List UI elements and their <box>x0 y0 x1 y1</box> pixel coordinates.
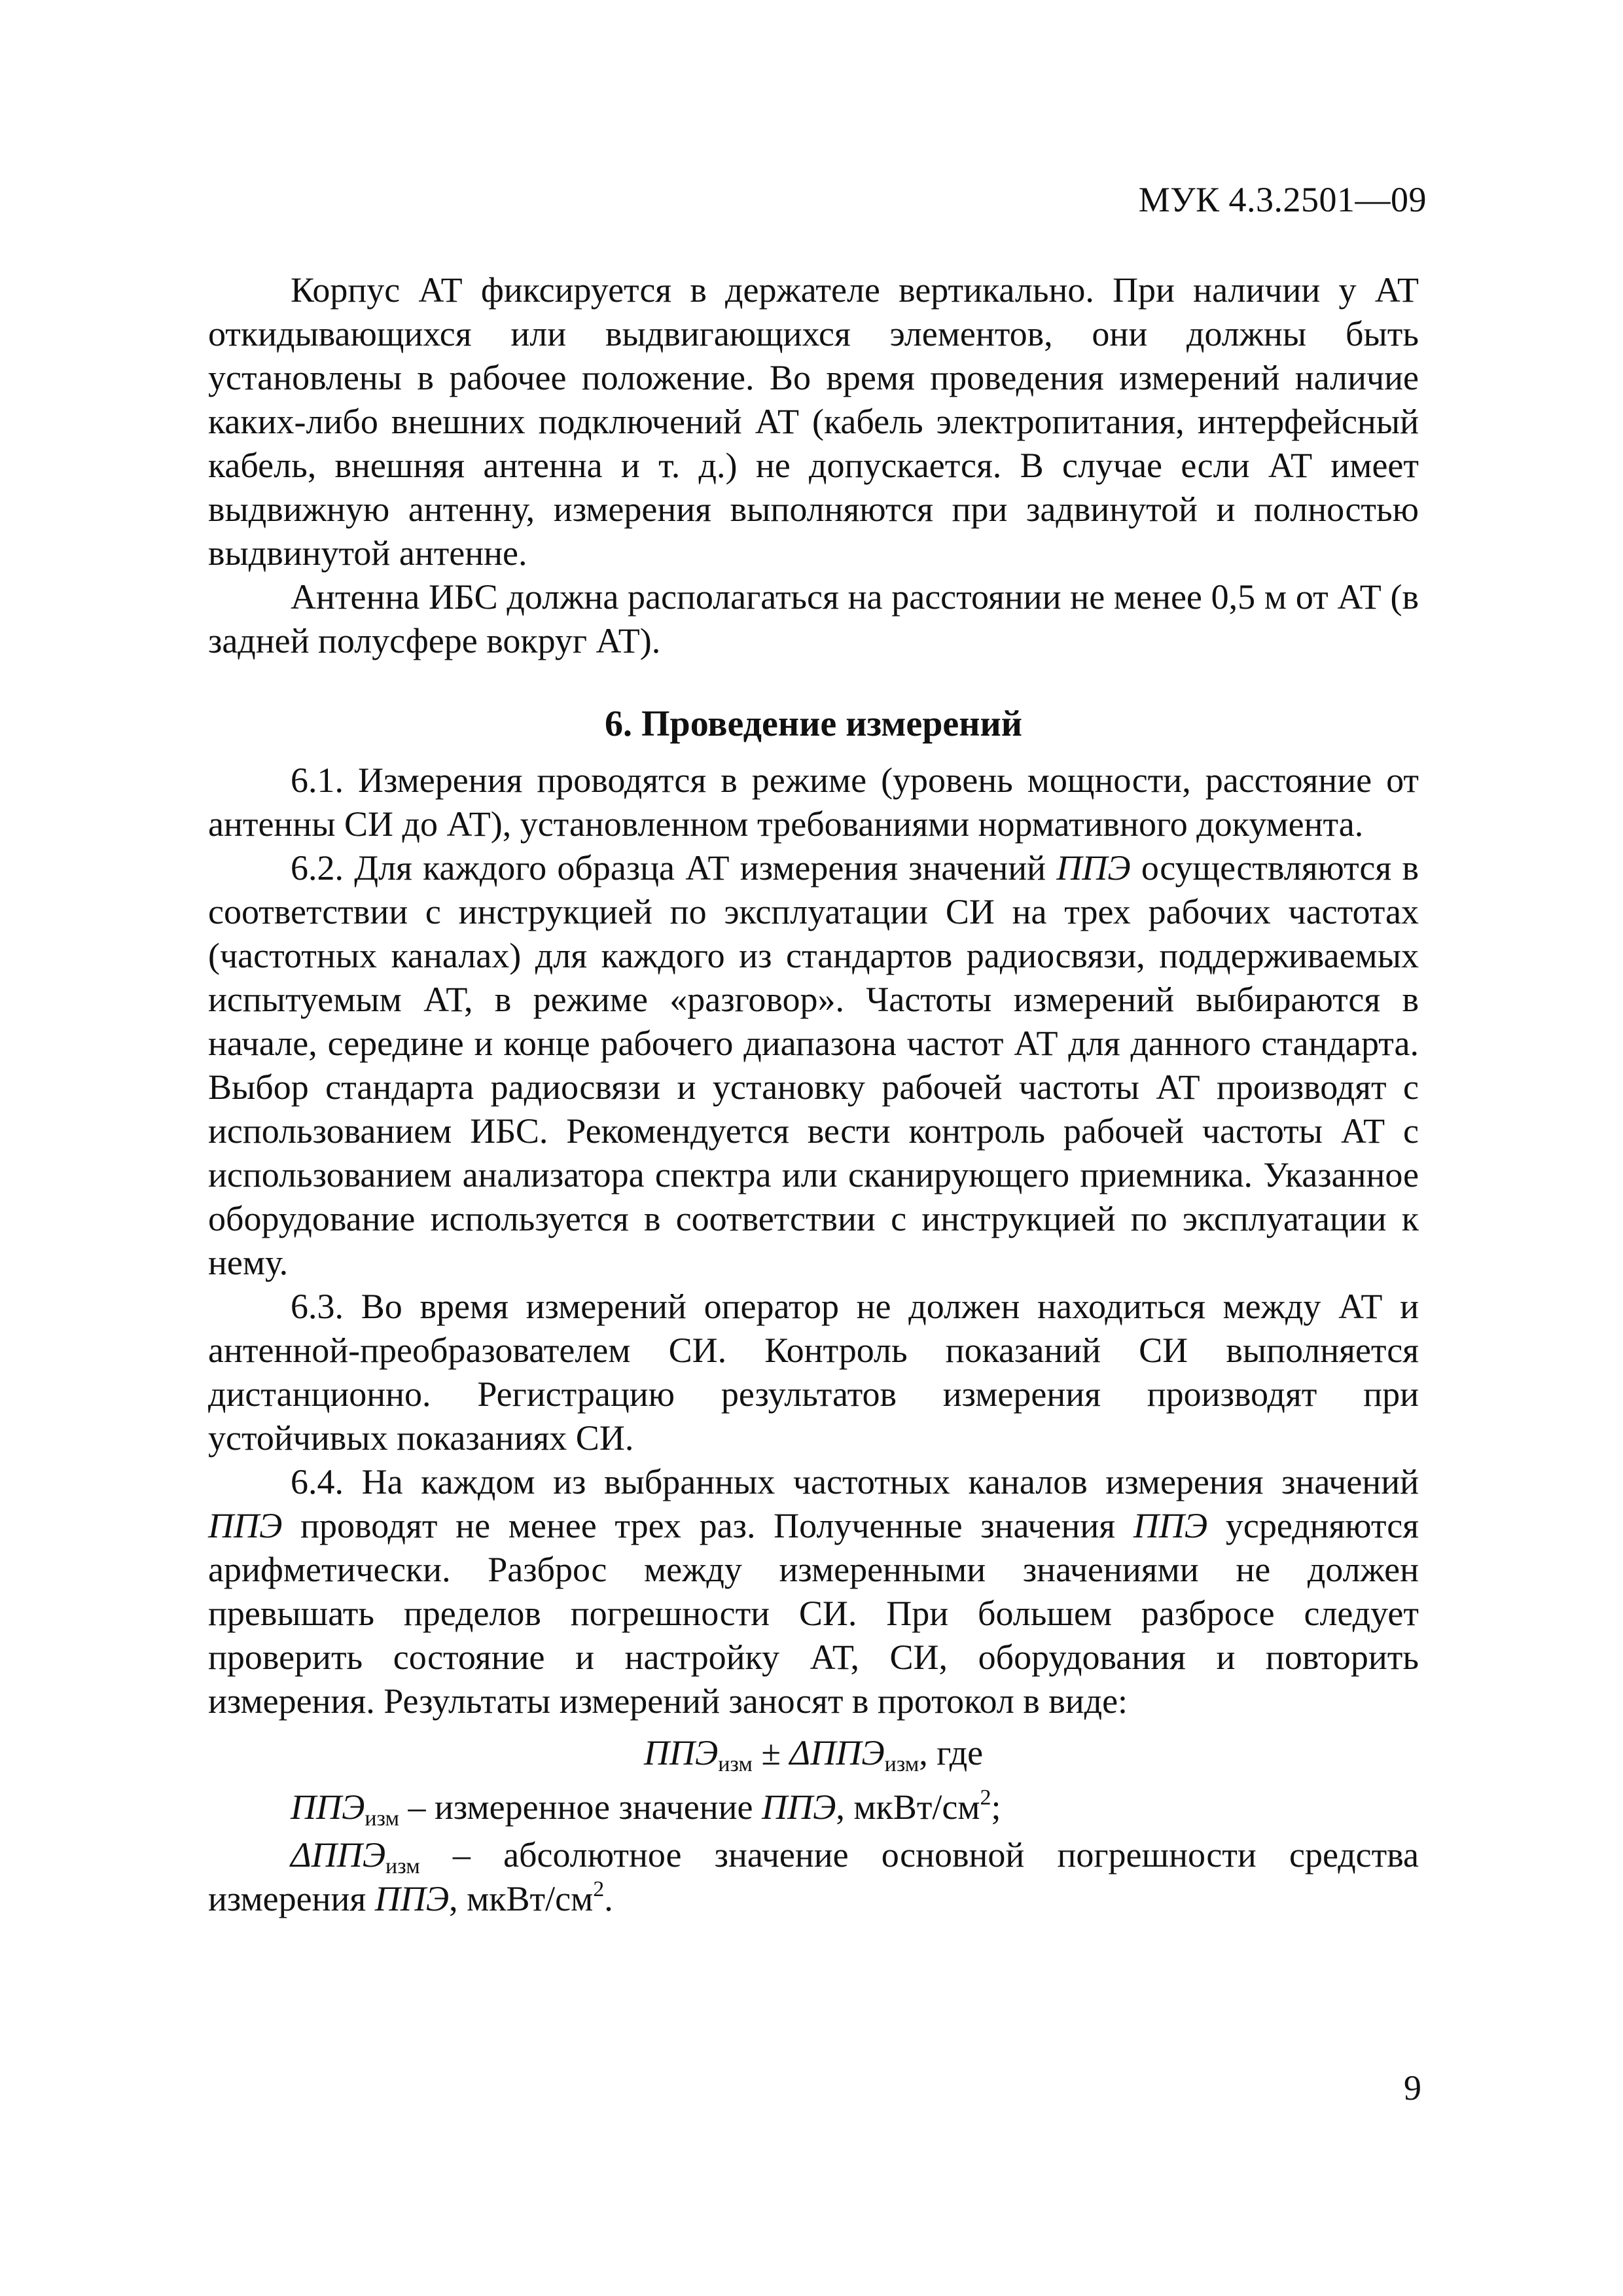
plus-minus-sign: ± <box>752 1733 790 1772</box>
symbol-subscript: изм <box>365 1806 400 1831</box>
formula-ppe: ППЭ <box>643 1733 719 1772</box>
text-segment: усредняются арифметически. Разброс между измеренными значениями не должен превышать пределов погрешности СИ. При большем разбросе следует проверить состояние и настройку АТ, СИ, оборудования и повторить измерения. Результаты измерений заносят в протокол в виде: <box>208 1506 1419 1721</box>
paragraph-6-3: 6.3. Во время измерений оператор не должен находиться между АТ и антенной-преобразователем СИ. Контроль показаний СИ выполняется дистанционно. Регистрацию результатов измерения производят при устойчивых показаниях СИ. <box>208 1287 1419 1458</box>
text-segment: проводят не менее трех раз. Полученные значения <box>282 1506 1133 1545</box>
formula-subscript: изм <box>884 1752 919 1776</box>
section-heading: 6. Проведение измерений <box>604 704 1022 744</box>
definition-end: . <box>604 1879 613 1918</box>
symbol-subscript: изм <box>385 1854 420 1878</box>
ppe-term: ППЭ <box>761 1787 836 1827</box>
formula-delta-ppe: ΔППЭ <box>789 1733 885 1772</box>
paragraph-device-mounting: Корпус АТ фиксируется в держателе вертикально. При наличии у АТ откидывающихся или выдвигающихся элементов, они должны быть установлены в рабочее положение. Во время проведения измерений наличие каких-либо внешних подключений АТ (кабель электропитания, интерфейсный кабель, внешняя антенна и т. д.) не допускается. В случае если АТ имеет выдвижную антенну, измерения выполняются при задвинутой и полностью выдвинутой антенне. <box>208 270 1419 573</box>
text-segment: 6.4. На каждом из выбранных частотных каналов измерения значений <box>291 1462 1419 1501</box>
formula-subscript: изм <box>718 1752 753 1776</box>
symbol-delta-ppe: ΔППЭ <box>291 1835 386 1874</box>
definition-absolute-error <box>208 1833 1419 1921</box>
definition-text: – измеренное значение <box>399 1787 762 1827</box>
page-number: 9 <box>1404 2068 1421 2108</box>
page-body <box>208 268 1419 1921</box>
ppe-term: ППЭ <box>1133 1506 1208 1545</box>
text-segment: 6.2. Для каждого образца АТ измерения значений <box>291 848 1057 888</box>
document-code-header: МУК 4.3.2501—09 <box>1138 180 1427 219</box>
result-formula <box>208 1731 1419 1775</box>
unit-text: , мкВт/см <box>449 1879 594 1918</box>
paragraph-6-4 <box>208 1460 1419 1723</box>
ppe-term: ППЭ <box>1056 848 1131 888</box>
ppe-term: ППЭ <box>208 1506 283 1545</box>
definition-measured-value <box>208 1785 1419 1829</box>
definition-text: – абсолютное значение основной погрешности средства измерения <box>208 1835 1419 1918</box>
unit-text: , мкВт/см <box>836 1787 980 1827</box>
text-segment: осуществляются в соответствии с инструкцией по эксплуатации СИ на трех рабочих частотах (частотных каналах) для каждого из стандартов радиосвязи, поддерживаемых испытуемым АТ, в режиме «разговор». Частоты измерений выбираются в начале, середине и конце рабочего диапазона частот АТ для данного стандарта. Выбор стандарта радиосвязи и установку рабочей частоты АТ производят с использованием ИБС. Рекомендуется вести контроль рабочей частоты АТ с использованием анализатора спектра или сканирующего приемника. Указанное оборудование используется в соответствии с инструкцией по эксплуатации к нему. <box>208 848 1419 1282</box>
formula-tail: , где <box>919 1733 984 1772</box>
symbol-ppe: ППЭ <box>291 1787 365 1827</box>
unit-exponent: 2 <box>593 1877 605 1901</box>
paragraph-6-1: 6.1. Измерения проводятся в режиме (уровень мощности, расстояние от антенны СИ до АТ), установленном требованиями нормативного документа. <box>208 761 1419 844</box>
unit-exponent: 2 <box>980 1785 991 1810</box>
paragraph-ibs-antenna: Антенна ИБС должна располагаться на расстоянии не менее 0,5 м от АТ (в задней полусфере вокруг АТ). <box>208 577 1419 660</box>
paragraph-6-2 <box>208 846 1419 1285</box>
ppe-term: ППЭ <box>374 1879 450 1918</box>
definition-end: ; <box>991 1787 1001 1827</box>
